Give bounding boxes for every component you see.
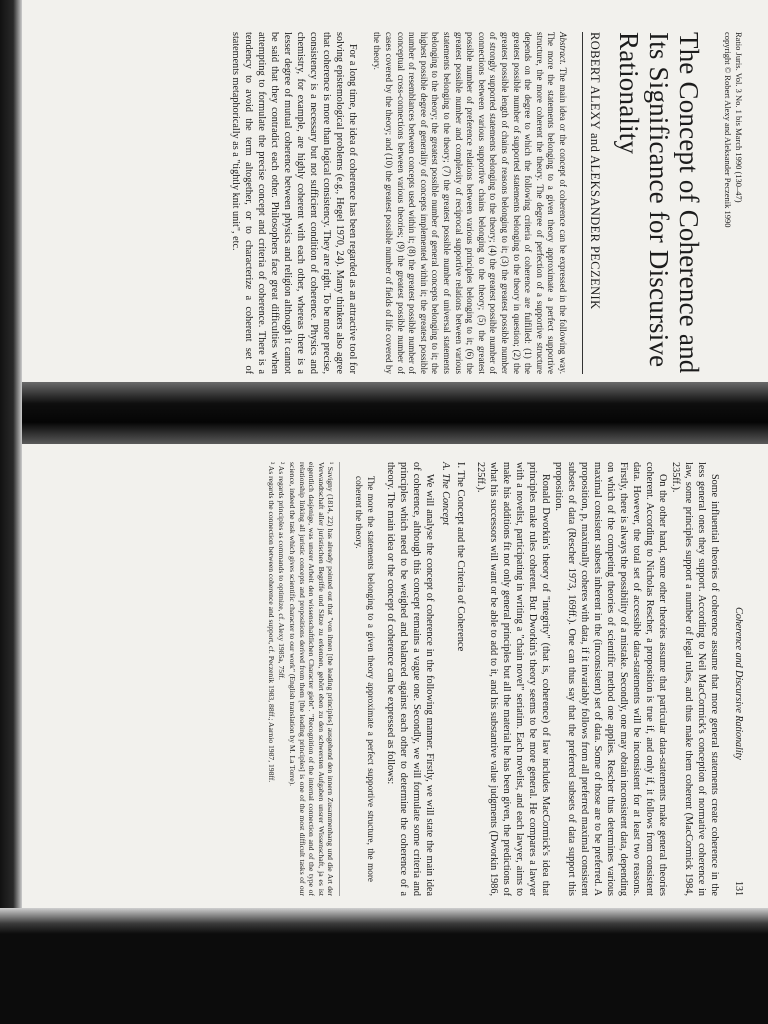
page-number: 131: [733, 881, 744, 896]
footnotes: [266, 462, 340, 896]
intro-paragraph: For a long time, the idea of coherence has been regarded as an attractive tool for solving epistemological problems (e.g., Hegel 1970, 24). Many thinkers also agree that coherence is more than logical consistency. They are right. To be more precise, consistency is a necessary but not sufficient condition of coherence. Physics and chemistry, for example, are highly coherent with each other, whereas there is a lesser degree of mutual coherence between physics and religion although it cannot be said that they contradict each other. Philosophers face great difficulties when attempting to formulate the precise concept and criteria of coherence. There is a tendency to avoid the term altogether, or to characterize a coherent set of statements metaphorically as a "tightly knit unit", etc.: [229, 32, 358, 374]
subsection-heading: A. The Concept: [440, 462, 451, 526]
header-spacer: [733, 462, 744, 486]
paragraph-rescher: On the other hand, some other theories assume that particular data-statements make general theories coherent. According to Nicholas Rescher, a proposition is true if, and only if, it follows from consistent data. However, the total set of accessible data-statements will be inconsistent for at least two reasons. Firstly, there is always the possibility of a mistake. Secondly, one may obtain inconsistent data, depending on which of the competing theories of scientific method one applies. Rescher thus determines various maximal consistent subsets inherent in the (inconsistent) set of data. Some of those are to be preferred. A proposition, p, maximally coheres with data, if it invariably follows from all preferred maximal consistent subsets of data (Rescher 1973, 169ff.). One can thus say that the preferred subsets of data support this proposition.: [553, 462, 668, 896]
scan-left-edge: [0, 0, 22, 908]
journal-reference: [722, 32, 744, 374]
paragraph-dworkin: Ronald Dworkin's theory of "integrity" (that is, coherence) of law includes MacCormick's idea that principles make rules coherent. But Dworkin's theory seems to be more general. He compares a lawyer with a novelist, participating in writing a "chain novel" seriatim. Each novelist, and each lawyer, aims to make his additions fit not only general principles but all the material he has been given, the predictions of what his successors will want or be able to add to it, and his substantive value judgments (Dworkin 1986, 225ff.).: [475, 462, 551, 896]
author-line: ROBERT ALEXY and ALEKSANDER PECZENIK: [582, 32, 602, 374]
footnote-2: ² As regards principles as commands to optimize, cf. Alexy 1985a, 75ff.: [277, 462, 287, 680]
abstract-text: The main idea or the concept of coherence can be expressed in the following way. The more the statements belonging to a given theory approximate a perfect supportive structure, the more coherent the theory. The degree of perfection of a supportive structure depends on the degree to which the following criteria of coherence are fulfilled: (1) the greatest possible number of supported statements belonging to the theory in question; (2) the greatest possible length of chains of reasons belonging to it; (3) the greatest possible number of strongly supported statements belonging to the theory; (4) the greatest possible number of connections between various supportive chains belonging to the theory; (5) the greatest possible number of preference relations between various principles belonging to it; (6) the greatest possible number and complexity of reciprocal supportive relations between various statements belonging to the theory; (7) the greatest possible number of universal statements belonging to the theory; the greatest possible number of general concepts belonging to it; the highest possible degree of generality of concepts implemented within it; the greatest possible number of resemblances between concepts used within it; (8) the greatest possible number of conceptual cross-connections between various theories; (9) the greatest possible number of cases covered by the theory; and (10) the greatest possible number of fields of life covered by the theory.: [372, 32, 568, 375]
footnote-1: ¹ Savigny (1814, 22) has already pointed out that "von ihnen [the leading principles] ausgehend den innern Zusammenhang und die Art der Verwandtschaft aller juristischen Begriffe und Sätze zu erkennen, gehört eben zu den schwersten Aufgaben unsrer Wissenschaft, ja es ist eigentlich dasjenige, was unsrer Arbeit den wissenschaftlichen Character giebt". "Recognition of the internal connection and of the type of relationship linking all juristic concepts and propositions derived from them [the leading principles] is one of the most difficult tasks of our science, indeed the task which gives scientific character to our work" (English translation by M. La Torre).: [288, 462, 336, 896]
copyright-line: copyright © Robert Alexy and Aleksander Peczenik 1990: [723, 32, 733, 228]
article-title: The Concept of Coherence and Its Significance for Discursive Rationality: [614, 32, 704, 374]
section-heading: I. The Concept and the Criteria of Coherence: [455, 462, 466, 652]
abstract: [371, 32, 568, 374]
abstract-label: Abstract.: [558, 32, 568, 65]
block-quote: The more the statements belonging to a given theory approximate a perfect supportive structure, the more coherent the theory.: [354, 476, 376, 882]
journal-citation: Ratio Juris. Vol. 3 No. 1 bis March 1990 (130–47): [734, 32, 744, 203]
paragraph-concept: We will analyse the concept of coherence in the following manner. Firstly, we will state the main idea of coherence, although this concept remains a vague one. Secondly, we will formulate some criteria and principles which need to be weighed and balanced against each other to determine the coherence of a theory. The main idea or the concept of coherence can be expressed as follows:: [385, 462, 435, 896]
footnote-3: ³ As regards the connection between coherence and support, cf. Peczenik 1983, 88ff.; Aarnio 1987, 198ff.: [266, 462, 276, 783]
paragraph-maccormick: Some influential theories of coherence assume that more general statements create coherence in the less general ones they support. According to Neil MacCormick's conception of normative coherence in law, some principles support a number of legal rules, and thus make them coherent (MacCormick 1984, 235ff.).: [670, 462, 720, 896]
book-spine-shadow: [22, 382, 768, 444]
left-page: [32, 22, 752, 382]
right-page: [32, 452, 752, 904]
scan-bottom-edge: [0, 908, 768, 1024]
running-header: [733, 462, 744, 896]
running-title: Coherence and Discursive Rationality: [733, 607, 744, 760]
